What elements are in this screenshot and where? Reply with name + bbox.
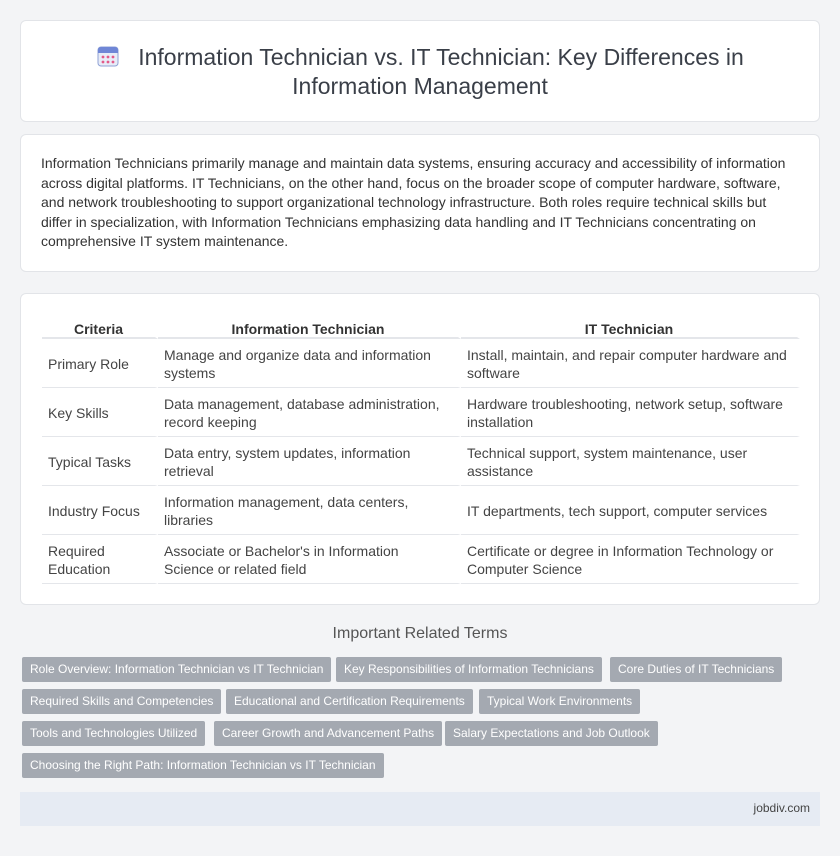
- it-tech-cell: Certificate or degree in Information Technology or Computer Science: [461, 535, 800, 584]
- table-row: [42, 388, 800, 437]
- related-term-tag[interactable]: Key Responsibilities of Information Technicians: [336, 657, 602, 682]
- info-tech-cell: Data management, database administration, record keeping: [158, 388, 461, 437]
- it-tech-cell: IT departments, tech support, computer services: [461, 486, 800, 535]
- criteria-cell: Primary Role: [42, 339, 158, 388]
- table-row: [42, 339, 800, 388]
- header-it-technician: IT Technician: [461, 314, 800, 339]
- page-title: Information Technician vs. IT Technician: Key Differences in Information Management: [138, 44, 744, 99]
- table-row: [42, 437, 800, 486]
- table-header-row: [42, 314, 800, 339]
- related-term-tag[interactable]: Core Duties of IT Technicians: [610, 657, 782, 682]
- criteria-cell: Typical Tasks: [42, 437, 158, 486]
- related-term-tag[interactable]: Career Growth and Advancement Paths: [214, 721, 442, 746]
- footer: [20, 792, 820, 826]
- intro-card: [20, 134, 820, 272]
- header-card: [20, 20, 820, 122]
- info-tech-cell: Data entry, system updates, information retrieval: [158, 437, 461, 486]
- it-tech-cell: Technical support, system maintenance, user assistance: [461, 437, 800, 486]
- info-tech-cell: Associate or Bachelor's in Information Science or related field: [158, 535, 461, 584]
- related-term-tag[interactable]: Tools and Technologies Utilized: [22, 721, 205, 746]
- related-term-tag[interactable]: Salary Expectations and Job Outlook: [445, 721, 658, 746]
- comparison-card: [20, 293, 820, 605]
- table-row: [42, 486, 800, 535]
- comparison-table: [42, 314, 800, 584]
- it-tech-cell: Install, maintain, and repair computer hardware and software: [461, 339, 800, 388]
- info-tech-cell: Information management, data centers, libraries: [158, 486, 461, 535]
- table-row: [42, 535, 800, 584]
- criteria-cell: Required Education: [42, 535, 158, 584]
- criteria-cell: Industry Focus: [42, 486, 158, 535]
- related-term-tag[interactable]: Role Overview: Information Technician vs IT Technician: [22, 657, 331, 682]
- page-title-wrap: [21, 43, 819, 101]
- footer-site-link[interactable]: jobdiv.com: [753, 801, 810, 815]
- related-term-tag[interactable]: Choosing the Right Path: Information Technician vs IT Technician: [22, 753, 384, 778]
- header-information-technician: Information Technician: [158, 314, 461, 339]
- calendar-icon: [96, 44, 120, 68]
- criteria-cell: Key Skills: [42, 388, 158, 437]
- related-term-tag[interactable]: Typical Work Environments: [479, 689, 640, 714]
- related-term-tag[interactable]: Required Skills and Competencies: [22, 689, 221, 714]
- it-tech-cell: Hardware troubleshooting, network setup, software installation: [461, 388, 800, 437]
- related-term-tag[interactable]: Educational and Certification Requirements: [226, 689, 473, 714]
- header-criteria: Criteria: [42, 314, 158, 339]
- intro-text: Information Technicians primarily manage and maintain data systems, ensuring accuracy and accessibility of information across digital platforms. IT Technicians, on the other hand, focus on the broader scope of computer hardware, software, and network troubleshooting to support organizational technology infrastructure. Both roles require technical skills but differ in specialization, with Information Technicians emphasizing data handling and IT Technicians concentrating on comprehensive IT system maintenance.: [41, 155, 786, 250]
- related-terms-title: Important Related Terms: [332, 625, 508, 642]
- info-tech-cell: Manage and organize data and information systems: [158, 339, 461, 388]
